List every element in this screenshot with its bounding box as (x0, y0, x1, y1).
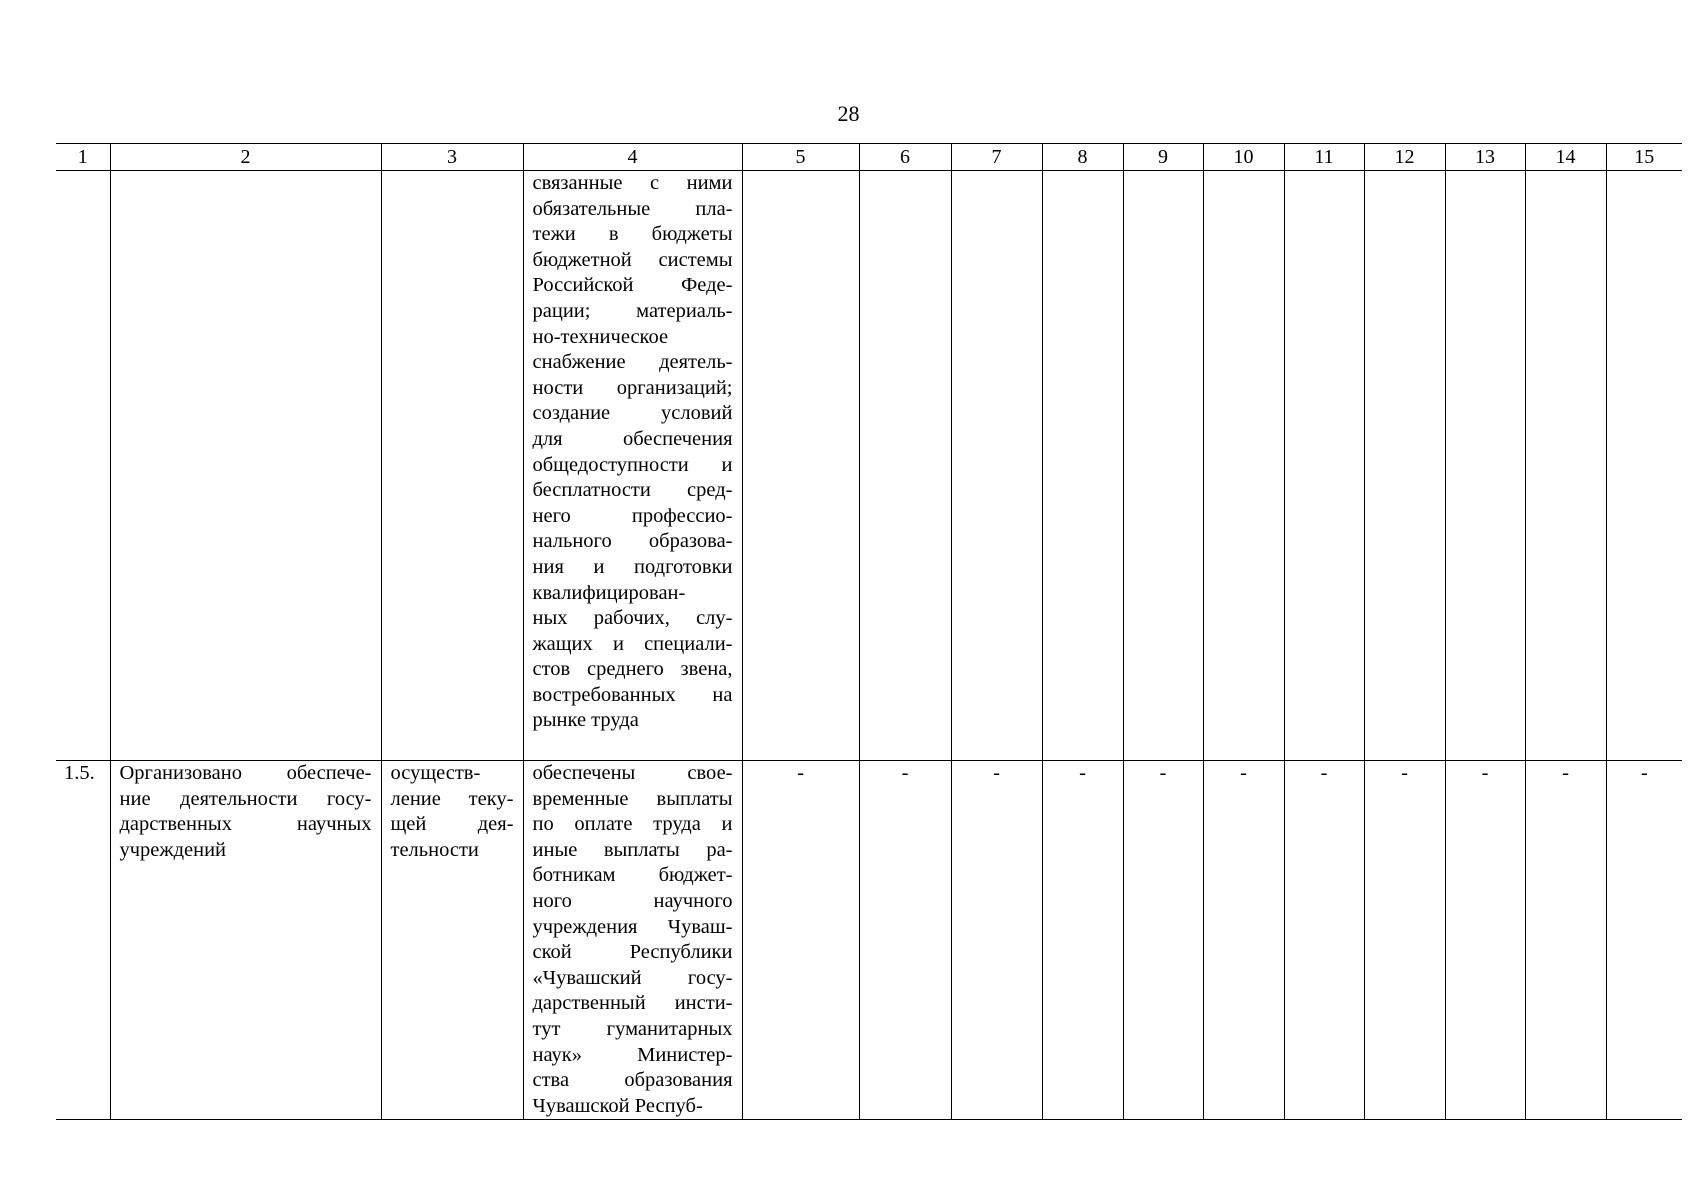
text-line: осуществ- (390, 762, 481, 784)
program-table (56, 143, 1682, 1120)
text-line: учреждения Чуваш- (532, 915, 733, 938)
text-line: ных рабочих, слу- (532, 607, 733, 630)
column-header: 8 (1042, 144, 1123, 171)
value-cell (859, 171, 951, 761)
text-line: тежи в бюджеты (532, 223, 733, 246)
text-line: Чувашской Респуб- (532, 1094, 703, 1117)
text-line: Российской Феде- (532, 274, 733, 297)
text-line: ние деятельности госу- (119, 787, 372, 810)
column-header: 11 (1284, 144, 1364, 171)
event-description-text (524, 171, 742, 734)
text-line: наук» Министер- (532, 1043, 733, 1066)
result-cell (110, 761, 381, 1120)
event-type-text (382, 761, 523, 863)
text-line: дарственных научных (119, 813, 372, 836)
value-cell (1042, 171, 1123, 761)
value-cell: - (1042, 761, 1123, 1120)
text-line: «Чувашский госу- (532, 966, 733, 989)
column-header: 15 (1606, 144, 1682, 171)
text-line: ской Республики (532, 941, 733, 964)
event-description-text (524, 761, 742, 1119)
column-header: 6 (859, 144, 951, 171)
table-row-continuation (56, 171, 1682, 761)
column-header: 1 (56, 144, 110, 171)
value-cell: - (859, 761, 951, 1120)
text-line: бесплатности сред- (532, 479, 733, 502)
value-cell: - (1123, 761, 1203, 1120)
value-cell: - (1525, 761, 1606, 1120)
event-type-cell (381, 761, 523, 1120)
text-line: снабжение деятель- (532, 351, 733, 374)
text-line: ление теку- (390, 787, 514, 810)
text-line: временные выплаты (532, 787, 733, 810)
text-line: для обеспечения (532, 427, 733, 450)
text-line: Организовано обеспече- (119, 762, 372, 784)
column-header: 2 (110, 144, 381, 171)
text-line: связанные с ними (532, 172, 733, 194)
value-cell (1525, 171, 1606, 761)
text-line: нального образова- (532, 530, 733, 553)
text-line: тут гуманитарных (532, 1017, 733, 1040)
value-cell: - (1606, 761, 1682, 1120)
text-line: ства образования (532, 1069, 733, 1092)
event-description-cell (523, 761, 742, 1120)
column-header: 14 (1525, 144, 1606, 171)
value-cell: - (1445, 761, 1525, 1120)
text-line: него профессио- (532, 504, 733, 527)
text-line: тельности (390, 838, 479, 861)
text-line: обеспечены свое- (532, 762, 733, 784)
text-line: ботникам бюджет- (532, 864, 733, 887)
column-header: 12 (1364, 144, 1445, 171)
value-cell (1123, 171, 1203, 761)
value-cell (1606, 171, 1682, 761)
text-line: по оплате труда и (532, 813, 733, 836)
value-cell: - (1364, 761, 1445, 1120)
text-line: ного научного (532, 889, 733, 912)
text-line: востребованных на (532, 683, 733, 706)
value-cell: - (742, 761, 859, 1120)
text-line: бюджетной системы (532, 248, 733, 271)
text-line: стов среднего звена, (532, 658, 733, 681)
text-line: жащих и специали- (532, 632, 733, 655)
text-line: иные выплаты ра- (532, 838, 733, 861)
text-line: обязательные пла- (532, 197, 733, 220)
text-line: квалифицирован- (532, 581, 686, 604)
row-number-cell (56, 761, 110, 1120)
value-cell: - (1284, 761, 1364, 1120)
value-cell (742, 171, 859, 761)
text-line: ности организаций; (532, 376, 733, 399)
text-line: ния и подготовки (532, 555, 733, 578)
text-line: но-техническое (532, 325, 669, 348)
text-line: щей дея- (390, 813, 514, 836)
value-cell: - (951, 761, 1042, 1120)
column-header: 4 (523, 144, 742, 171)
value-cell (1203, 171, 1284, 761)
row-number-cell (56, 171, 110, 761)
table-row-1-5 (56, 761, 1682, 1120)
value-cell (1364, 171, 1445, 761)
column-header: 10 (1203, 144, 1284, 171)
text-line: учреждений (119, 838, 227, 861)
column-header: 9 (1123, 144, 1203, 171)
row-number: 1.5. (64, 762, 95, 784)
event-description-cell (523, 171, 742, 761)
column-header: 7 (951, 144, 1042, 171)
event-type-cell (381, 171, 523, 761)
column-header: 13 (1445, 144, 1525, 171)
column-number-row (56, 144, 1682, 171)
value-cell: - (1203, 761, 1284, 1120)
text-line: общедоступности и (532, 453, 733, 476)
result-text (111, 761, 381, 863)
page-number: 28 (837, 101, 860, 126)
column-header: 5 (742, 144, 859, 171)
text-line: дарственный инсти- (532, 992, 733, 1015)
value-cell (1445, 171, 1525, 761)
value-cell (951, 171, 1042, 761)
column-header: 3 (381, 144, 523, 171)
result-cell (110, 171, 381, 761)
value-cell (1284, 171, 1364, 761)
text-line: рации; материаль- (532, 299, 733, 322)
text-line: рынке труда (532, 709, 639, 732)
text-line: создание условий (532, 402, 733, 425)
